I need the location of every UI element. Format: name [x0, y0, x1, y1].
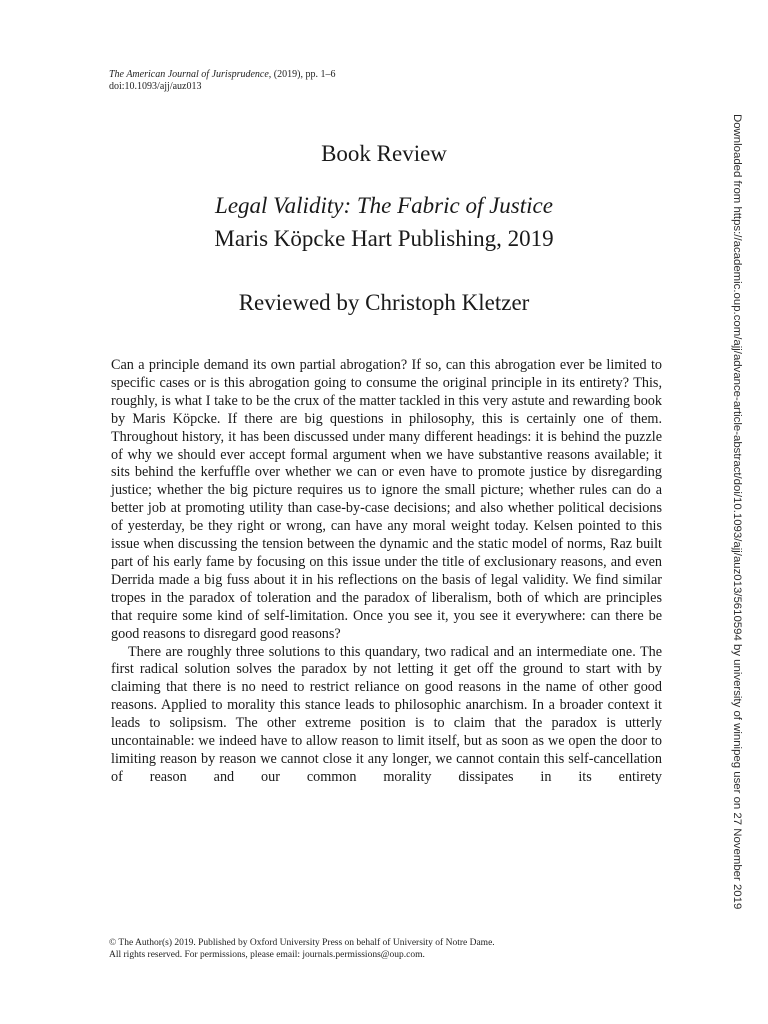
- body-paragraph-2: There are roughly three solutions to this quandary, two radical and an intermediate one. The first radical solution solves the paradox by not letting it get off the ground to start with by claiming that there is no need to restrict reliance on good reasons in the name of other good reasons. Applied to morality this stance leads to philosophic anarchism. In a broader context it leads to solipsism. The other extreme position is to claim that the paradox is utterly uncontainable: we indeed have to allow reason to limit itself, but as soon as we open the door to limiting reason by reason we cannot close it any longer, we cannot contain this self-cancellation of reason and our common morality dissipates in its entirety: [111, 643, 662, 785]
- article-type-heading: Book Review: [321, 141, 447, 166]
- copyright-line: © The Author(s) 2019. Published by Oxford University Press on behalf of University of Notre Dame.: [109, 938, 495, 948]
- body-paragraph-1: Can a principle demand its own partial abrogation? If so, can this abrogation ever be limited to specific cases or is this abrogation going to consume the original principle in its entirety? This, roughly, is what I take to be the crux of the matter tackled in this very astute and rewarding book by Maris Köpcke. If there are big questions in philosophy, this is certainly one of them. Throughout history, it has been discussed under many different headings: it is behind the puzzle of why we should ever accept formal argument when we have substantive reasons available; it sits behind the kerfuffle over whether we can or even have to promote justice by disregarding justice; whether the big picture requires us to ignore the small picture; whether rules can do a better job at promoting utility than case-by-case decisions; and also whether political decisions of yesterday, be they right or wrong, can have any moral weight today. Kelsen pointed to this issue when discussing the tension between the dynamic and the static model of norms, Raz built part of his early fame by focusing on this issue under the title of exclusionary reasons, and even Derrida made a big fuss about it in his reflections on the basis of legal validity. We find similar tropes in the paradox of toleration and the paradox of liberalism, both of which are principles that require some kind of self-limitation. Once you see it, you see it everywhere: can there be good reasons to disregard good reasons?: [111, 357, 662, 642]
- doi: doi:10.1093/ajj/auz013: [109, 81, 202, 92]
- download-notice: Downloaded from https://academic.oup.com/ajj/advance-article-abstract/doi/10.1093/ajj/auz013/5610594 by university of winnipeg user on 27 November 2019: [731, 114, 743, 910]
- citation-details: (2019), pp. 1–6: [271, 69, 336, 80]
- permissions-line: All rights reserved. For permissions, please email: journals.permissions@oup.com.: [109, 950, 425, 960]
- running-header: [109, 69, 335, 93]
- journal-name: The American Journal of Jurisprudence,: [109, 69, 272, 80]
- journal-citation: [109, 69, 335, 81]
- article-body: [111, 357, 662, 787]
- book-title: Legal Validity: The Fabric of Justice: [215, 193, 553, 218]
- book-author-publisher: Maris Köpcke Hart Publishing, 2019: [214, 226, 554, 251]
- reviewer-byline: Reviewed by Christoph Kletzer: [238, 290, 530, 315]
- copyright-footer: [109, 937, 495, 961]
